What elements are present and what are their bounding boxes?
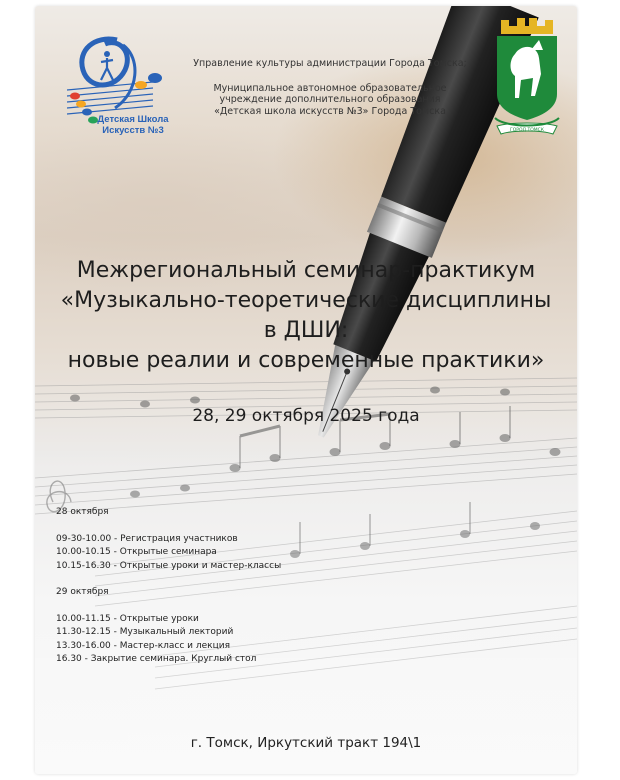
coat-ribbon-text: ГОРОД ТОМСК xyxy=(510,128,544,133)
title-line-1: Межрегиональный семинар-практикум xyxy=(76,258,536,283)
title-line-4: новые реалии и современные практики» xyxy=(67,348,545,373)
schedule-item: 09-30-10.00 - Регистрация участников xyxy=(56,533,238,544)
event-address: г. Томск, Иркутский тракт 194\1 xyxy=(190,735,422,751)
organization-header xyxy=(185,58,475,117)
logo-text-line2: Искусств №3 xyxy=(102,125,164,136)
schedule-item: 11.30-12.15 - Музыкальный лекторий xyxy=(56,627,234,637)
schedule-item: 10.15-16.30 - Открытые уроки и мастер-классы xyxy=(56,560,282,571)
tomsk-coat-of-arms xyxy=(491,14,563,144)
schedule-day-1-label: 28 октября xyxy=(56,507,109,517)
event-dates: 28, 29 октября 2025 года xyxy=(192,406,420,426)
title-line-2: «Музыкально-теоретические дисциплины xyxy=(60,288,552,313)
logo-text-line1: Детская Школа xyxy=(97,114,169,125)
schedule-day-2-label: 29 октября xyxy=(56,587,109,597)
org-line-1: Управление культуры администрации Города Томска; xyxy=(193,58,467,69)
poster xyxy=(35,6,577,774)
schedule-item: 10.00-11.15 - Открытые уроки xyxy=(56,613,199,624)
org-line-4: «Детская школа искусств №3» Города Томска xyxy=(214,105,446,117)
schedule-item: 10.00-10.15 - Открытые семинара xyxy=(56,547,217,557)
schedule xyxy=(56,506,386,667)
org-line-2: Муниципальное автономное образовательное xyxy=(213,82,447,94)
schedule-item: 16.30 - Закрытие семинара. Круглый стол xyxy=(56,654,257,664)
event-title xyxy=(35,256,577,376)
title-line-3: в ДШИ: xyxy=(263,318,349,343)
schedule-item: 13.30-16.00 - Мастер-класс и лекция xyxy=(56,640,231,651)
org-line-3: учреждение дополнительного образования xyxy=(219,94,441,105)
school-logo-text xyxy=(93,114,173,136)
